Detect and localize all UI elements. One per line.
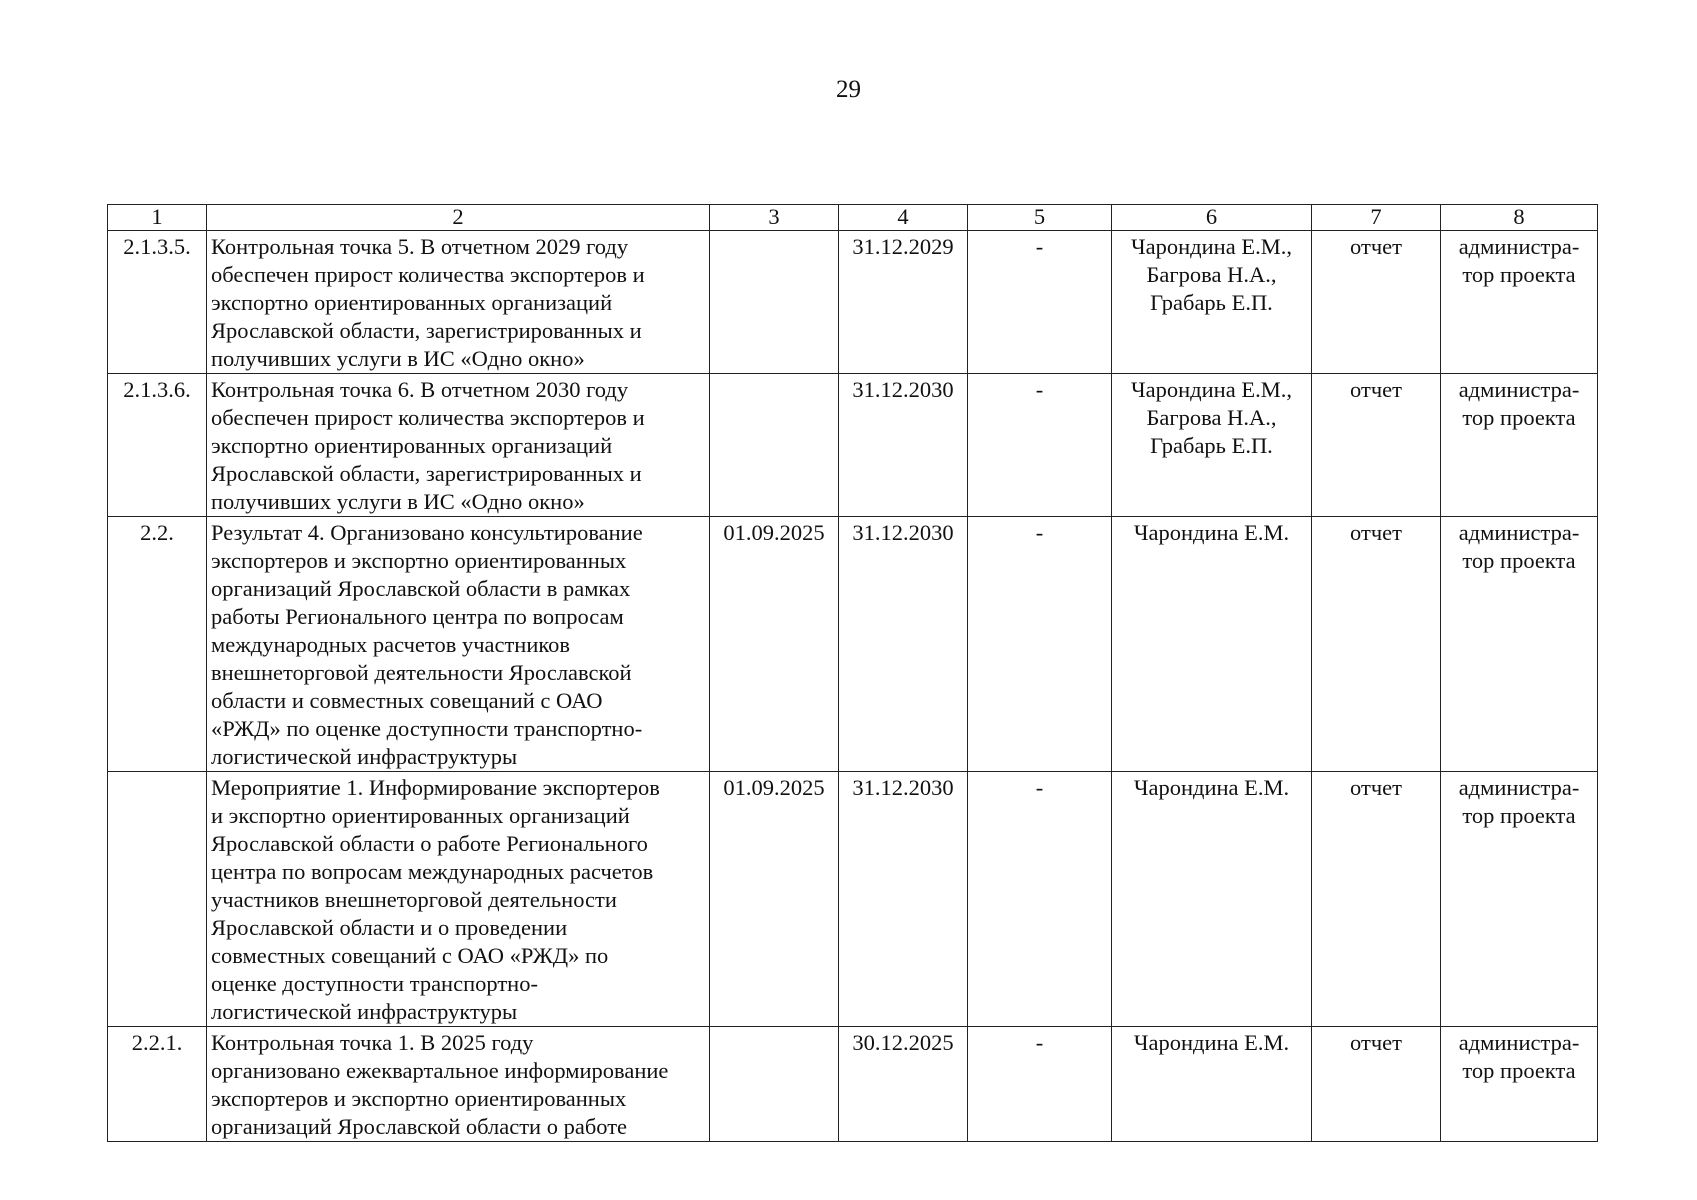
- row-approver: администра- тор проекта: [1441, 517, 1598, 772]
- row-end-date: 30.12.2025: [839, 1027, 968, 1142]
- row-col5: -: [968, 517, 1112, 772]
- header-col-1: 1: [108, 205, 207, 231]
- row-description: Контрольная точка 6. В отчетном 2030 году обеспечен прирост количества экспортеров и экспортно ориентированных организаций Ярославской области, зарегистрированных и получивших услуги в ИС «Одно окно»: [207, 374, 710, 517]
- row-description: Результат 4. Организовано консультирование экспортеров и экспортно ориентированных организаций Ярославской области в рамках работы Регионального центра по вопросам международных расчетов участников внешнеторговой деятельности Ярославской области и совместных совещаний с ОАО «РЖД» по оценке доступности транспортно- логистической инфраструктуры: [207, 517, 710, 772]
- row-description: Контрольная точка 5. В отчетном 2029 году обеспечен прирост количества экспортеров и экспортно ориентированных организаций Ярославской области, зарегистрированных и получивших услуги в ИС «Одно окно»: [207, 231, 710, 374]
- header-col-8: 8: [1441, 205, 1598, 231]
- row-end-date: 31.12.2030: [839, 772, 968, 1027]
- row-start-date: [710, 1027, 839, 1142]
- plan-table: [107, 204, 1598, 1142]
- header-row: [108, 205, 1598, 231]
- row-end-date: 31.12.2029: [839, 231, 968, 374]
- table-row: [108, 231, 1598, 374]
- row-start-date: 01.09.2025: [710, 772, 839, 1027]
- row-approver: администра- тор проекта: [1441, 374, 1598, 517]
- header-col-4: 4: [839, 205, 968, 231]
- row-end-date: 31.12.2030: [839, 374, 968, 517]
- row-number: 2.1.3.6.: [108, 374, 207, 517]
- header-col-3: 3: [710, 205, 839, 231]
- header-col-2: 2: [207, 205, 710, 231]
- row-start-date: [710, 374, 839, 517]
- row-col5: -: [968, 374, 1112, 517]
- row-end-date: 31.12.2030: [839, 517, 968, 772]
- row-approver: администра- тор проекта: [1441, 772, 1598, 1027]
- row-document: отчет: [1312, 772, 1441, 1027]
- table-row: [108, 772, 1598, 1027]
- row-responsible: Чарондина Е.М., Багрова Н.А., Грабарь Е.П.: [1112, 231, 1312, 374]
- row-description: Контрольная точка 1. В 2025 году организовано ежеквартальное информирование экспортеров и экспортно ориентированных организаций Ярославской области о работе: [207, 1027, 710, 1142]
- row-responsible: Чарондина Е.М.: [1112, 517, 1312, 772]
- row-col5: -: [968, 1027, 1112, 1142]
- row-number: 2.2.: [108, 517, 207, 772]
- row-document: отчет: [1312, 1027, 1441, 1142]
- header-col-7: 7: [1312, 205, 1441, 231]
- row-responsible: Чарондина Е.М.: [1112, 772, 1312, 1027]
- row-document: отчет: [1312, 374, 1441, 517]
- row-description: Мероприятие 1. Информирование экспортеров и экспортно ориентированных организаций Ярославской области о работе Регионального центра по вопросам международных расчетов участников внешнеторговой деятельности Ярославской области и о проведении совместных совещаний с ОАО «РЖД» по оценке доступности транспортно- логистической инфраструктуры: [207, 772, 710, 1027]
- row-approver: администра- тор проекта: [1441, 231, 1598, 374]
- row-document: отчет: [1312, 231, 1441, 374]
- row-number: 2.1.3.5.: [108, 231, 207, 374]
- table-row: [108, 374, 1598, 517]
- row-number: 2.2.1.: [108, 1027, 207, 1142]
- header-col-6: 6: [1112, 205, 1312, 231]
- row-responsible: Чарондина Е.М.: [1112, 1027, 1312, 1142]
- page-number: 29: [836, 76, 861, 103]
- row-responsible: Чарондина Е.М., Багрова Н.А., Грабарь Е.П.: [1112, 374, 1312, 517]
- table-row: [108, 1027, 1598, 1142]
- header-col-5: 5: [968, 205, 1112, 231]
- row-start-date: 01.09.2025: [710, 517, 839, 772]
- row-col5: -: [968, 231, 1112, 374]
- row-col5: -: [968, 772, 1112, 1027]
- row-document: отчет: [1312, 517, 1441, 772]
- row-start-date: [710, 231, 839, 374]
- table-row: [108, 517, 1598, 772]
- row-number: [108, 772, 207, 1027]
- row-approver: администра- тор проекта: [1441, 1027, 1598, 1142]
